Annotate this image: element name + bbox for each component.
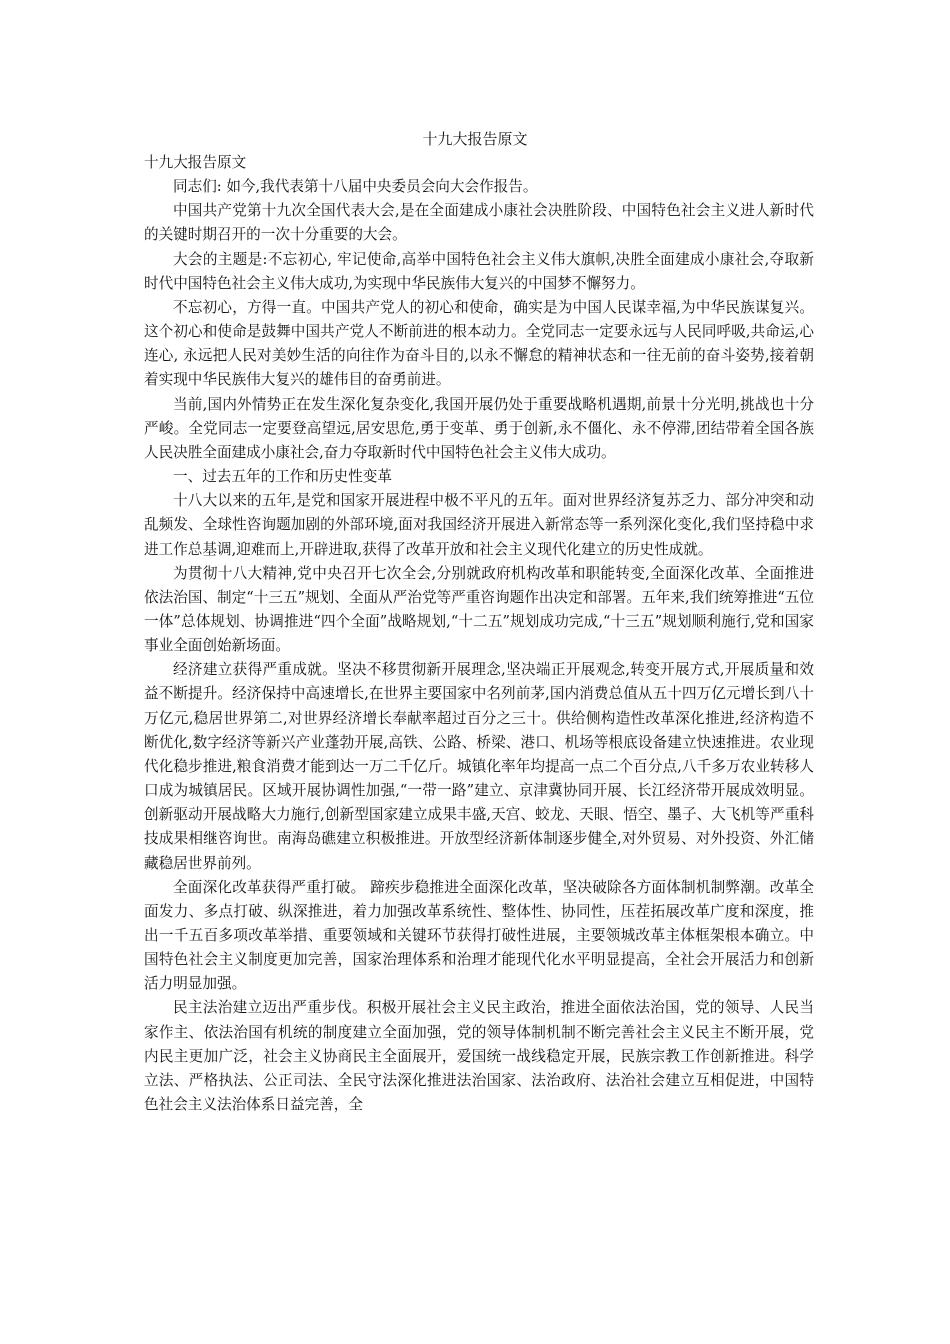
- paragraph: 同志们: 如今,我代表第十八届中央委员会向大会作报告。: [173, 178, 538, 196]
- paragraph: 当前,国内外情势正在发生深化复杂变化,我国开展仍处于重要战略机遇期,前景十分光明,挑战也十分严峻。全党同志一定要登高望远,居安思危,勇于变革、勇于创新,永不僵化、永不停滞,团结带着全国各族人民决胜全面建成小康社会,奋力夺取新时代中国特色社会主义伟大成功。: [144, 395, 814, 461]
- paragraph: 十八大以来的五年,是党和国家开展进程中极不平凡的五年。面对世界经济复苏乏力、部分冲突和动乱频发、全球性咨询题加剧的外部环境,面对我国经济开展进入新常态等一系列深化变化,我们坚持稳中求进工作总基调,迎难而上,开辟进取,获得了改革开放和社会主义现代化建立的历史性成就。: [144, 492, 814, 558]
- document-body: [144, 151, 814, 1117]
- paragraph: 经济建立获得严重成就。坚决不移贯彻新开展理念,坚决端正开展观念,转变开展方式,开展质量和效益不断提升。经济保持中高速增长,在世界主要国家中名列前茅,国内消费总值从五十四万亿元增长到八十万亿元,稳居世界第二,对世界经济增长奉献率超过百分之三十。供给侧构造性改革深化推进,经济构造不断优化,数字经济等新兴产业蓬勃开展,高铁、公路、桥梁、港口、机场等根底设备建立快速推进。农业现代化稳步推进,粮食消费才能到达一万二千亿斤。城镇化率年均提高一点二个百分点,八千多万农业转移人口成为城镇居民。区域开展协调性加强,“一带一路”建立、京津冀协同开展、长江经济带开展成效明显。创新驱动开展战略大力施行,创新型国家建立成果丰盛,天宫、蛟龙、天眼、悟空、墨子、大飞机等严重科技成果相继咨询世。南海岛礁建立积极推进。开放型经济新体制逐步健全,对外贸易、对外投资、外汇储藏稳居世界前列。: [144, 661, 814, 872]
- paragraph: 全面深化改革获得严重打破。 蹄疾步稳推进全面深化改革，坚决破除各方面体制机制弊潮。改革全面发力、多点打破、纵深推进，着力加强改革系统性、整体性、协同性，压茬拓展改革广度和深度，推出一千五百多项改革举措、重要领域和关键环节获得打破性进展，主要领城改革主体框架根本确立。中国特色社会主义制度更加完善，国家治理体系和治理才能现代化水平明显提高，全社会开展活力和创新活力明显加强。: [144, 878, 814, 993]
- document-title: 十九大报告原文: [422, 130, 528, 148]
- paragraph: 民主法治建立迈出严重步伐。积极开展社会主义民主政治，推进全面依法治国，党的领导、人民当家作主、依法治国有机统的制度建立全面加强，党的领导体制机制不断完善社会主义民主不断开展，党内民主更加广泛，社会主义协商民主全面展开，爱国统一战线稳定开展，民族宗教工作创新推进。科学立法、严格执法、公正司法、全民守法深化推进法治国家、法治政府、法治社会建立互相促进，中国特色社会主义法治体系日益完善，全: [144, 999, 814, 1114]
- section-heading: 一、过去五年的工作和历史性变革: [173, 468, 392, 486]
- paragraph: 为贯彻十八大精神,党中央召开七次全会,分别就政府机构改革和职能转变,全面深化改革、全面推进依法治国、制定“十三五”规划、全面从严治党等严重咨询题作出决定和部署。五年来,我们统筹推进“五位一体”总体规划、协调推进“四个全面”战略规划,“十二五”规划成功完成,“十三五”规划顺利施行,党和国家事业全面创始新场面。: [144, 564, 814, 655]
- paragraph: 不忘初心，方得一直。中国共产党人的初心和使命，确实是为中国人民谋幸福,为中华民族谋复兴。这个初心和使命是鼓舞中国共产党人不断前进的根本动力。全党同志一定要永远与人民同呼吸,共命运,心连心, 永远把人民对美妙生活的向往作为奋斗目的,以永不懈怠的精神状态和一往无前的奋斗姿势,接着朝着实现中华民族伟大复兴的雄伟目的奋勇前进。: [144, 298, 814, 389]
- document-subtitle: 十九大报告原文: [144, 154, 247, 171]
- paragraph: 大会的主题是:不忘初心, 牢记使命,高举中国特色社会主义伟大旗帜,决胜全面建成小康社会,夺取新时代中国特色社会主义伟大成功,为实现中华民族伟大复兴的中国梦不懈努力。: [144, 250, 814, 292]
- paragraph: 中国共产党第十九次全国代表大会,是在全面建成小康社会决胜阶段、中国特色社会主义进人新时代的关键时期召开的一次十分重要的大会。: [144, 202, 814, 244]
